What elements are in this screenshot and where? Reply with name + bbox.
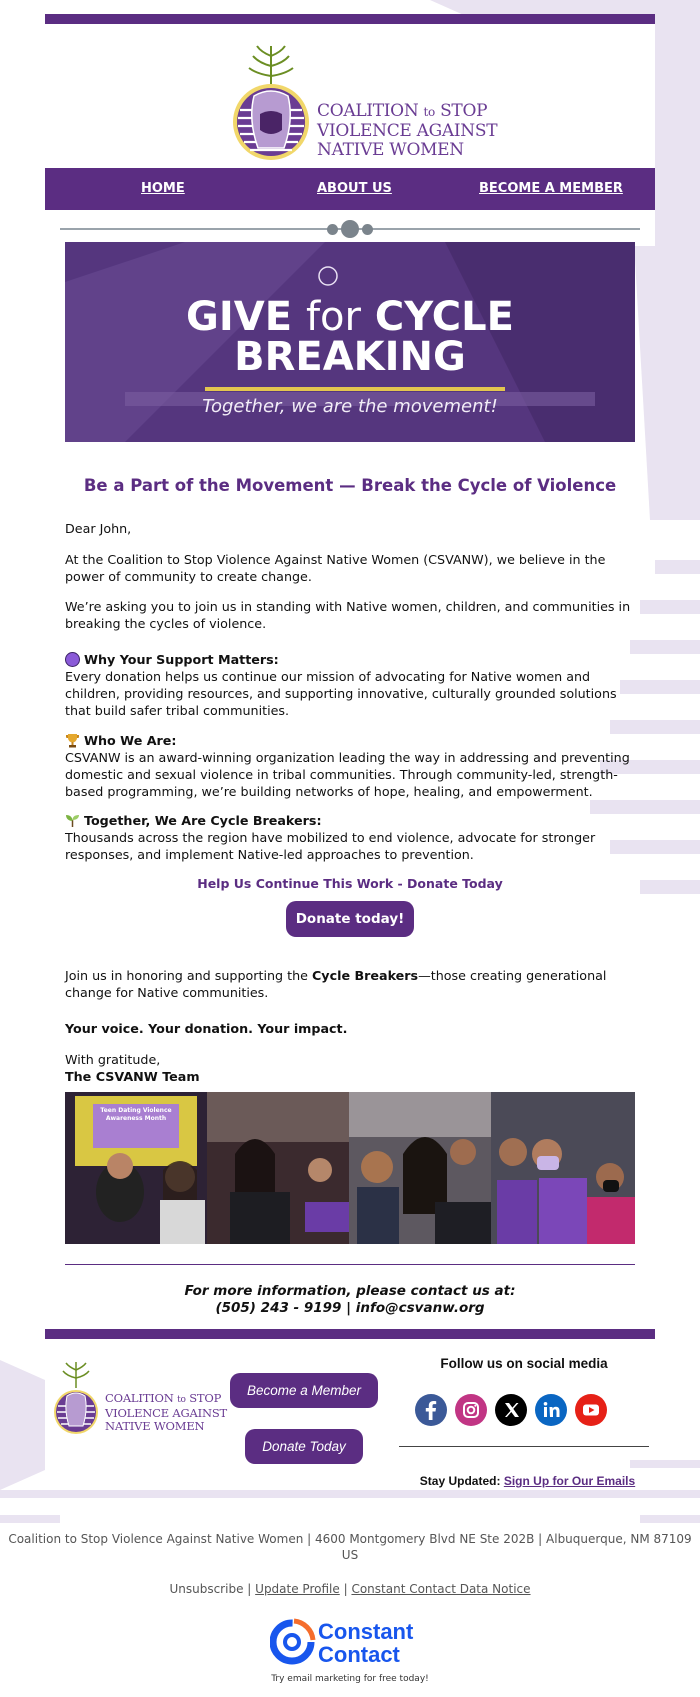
section-cycle-breakers: Together, We Are Cycle Breakers: Thousands across the region have mobilized to end violence, advocate for stronger responses, and implement Native-led approaches to prevention. — [65, 813, 596, 862]
facebook-icon[interactable] — [415, 1394, 447, 1426]
trophy-icon — [65, 733, 80, 748]
contact-info: For more information, please contact us at: (505) 243 - 9199 | info@csvanw.org — [184, 1283, 516, 1316]
linkedin-icon[interactable] — [535, 1394, 567, 1426]
join-paragraph: Join us in honoring and supporting the Cycle Breakers—those creating generational change for Native communities. — [65, 968, 607, 1000]
signup-emails-link[interactable]: Sign Up for Our Emails — [503, 1474, 636, 1488]
instagram-icon[interactable] — [455, 1394, 487, 1426]
donate-today-button[interactable]: Donate today! — [286, 901, 414, 937]
section-who: Who We Are: CSVANW is an award-winning organization leading the way in addressing and preventing domestic and sexual violence in tribal communities. Through community-led, strength-based programming, we’re building networks of hope, healing, and empowerment. — [65, 733, 630, 799]
footer-bar — [45, 1329, 655, 1339]
x-icon[interactable] — [495, 1394, 527, 1426]
greeting: Dear John, — [65, 521, 132, 536]
footer-links: Unsubscribe | Update Profile | Constant Contact Data Notice — [169, 1582, 531, 1596]
stay-updated: Stay Updated: Sign Up for Our Emails — [419, 1474, 636, 1488]
sign-line2: Awareness Month — [105, 1115, 167, 1122]
update-profile-link[interactable]: Update Profile — [255, 1582, 340, 1596]
page-title: Be a Part of the Movement — Break the Cycle of Violence — [83, 476, 617, 495]
footer-wordmark: COALITION to STOP VIOLENCE AGAINST NATIVE WOMEN — [105, 1391, 227, 1433]
cta-heading: Help Us Continue This Work - Donate Today — [197, 876, 503, 891]
ask-paragraph: We’re asking you to join us in standing with Native women, children, and communities in breaking the cycles of violence. — [65, 599, 631, 631]
purple-circle-icon — [65, 652, 80, 667]
donate-today-footer-button[interactable]: Donate Today — [245, 1429, 363, 1464]
cc-tagline: Try email marketing for free today! — [271, 1674, 429, 1684]
photo-collage — [65, 1092, 635, 1244]
content-divider — [65, 1264, 635, 1265]
cc-brand-line2: Contact — [318, 1642, 400, 1667]
footer-address: Coalition to Stop Violence Against Native Women | 4600 Montgomery Blvd NE Ste 202B | Albuquerque, NM 87109 US — [8, 1532, 692, 1562]
intro-paragraph: At the Coalition to Stop Violence Against Native Women (CSVANW), we believe in the power of community to create change. — [65, 552, 606, 584]
footer-divider — [399, 1446, 649, 1447]
section-support: Why Your Support Matters: Every donation helps us continue our mission of advocating for Native women and children, providing resources, and supporting innovative, culturally grounded solutions that build safer tribal communities. — [65, 652, 617, 718]
follow-heading: Follow us on social media — [440, 1356, 608, 1371]
nav-about-link[interactable]: ABOUT US — [317, 181, 392, 196]
nav-home-link[interactable]: HOME — [141, 181, 185, 196]
impact-line: Your voice. Your donation. Your impact. — [65, 1021, 348, 1036]
youtube-icon[interactable] — [575, 1394, 607, 1426]
unsubscribe-link[interactable]: Unsubscribe — [169, 1582, 244, 1596]
cc-brand-line1: Constant — [318, 1619, 414, 1644]
become-member-button[interactable]: Become a Member — [230, 1373, 378, 1408]
hero-banner[interactable]: GIVE for CYCLE BREAKING Together, we are the movement! — [65, 242, 635, 442]
nav-become-member-link[interactable]: BECOME A MEMBER — [479, 181, 623, 196]
seedling-icon — [65, 813, 80, 828]
logo-wordmark: COALITION to STOP VIOLENCE AGAINST NATIVE WOMEN — [317, 101, 498, 160]
signoff: With gratitude, The CSVANW Team — [65, 1052, 200, 1084]
sign-line1: Teen Dating Violence — [100, 1107, 172, 1114]
footer-emblem-icon — [53, 1360, 99, 1440]
data-notice-link[interactable]: Constant Contact Data Notice — [351, 1582, 531, 1596]
